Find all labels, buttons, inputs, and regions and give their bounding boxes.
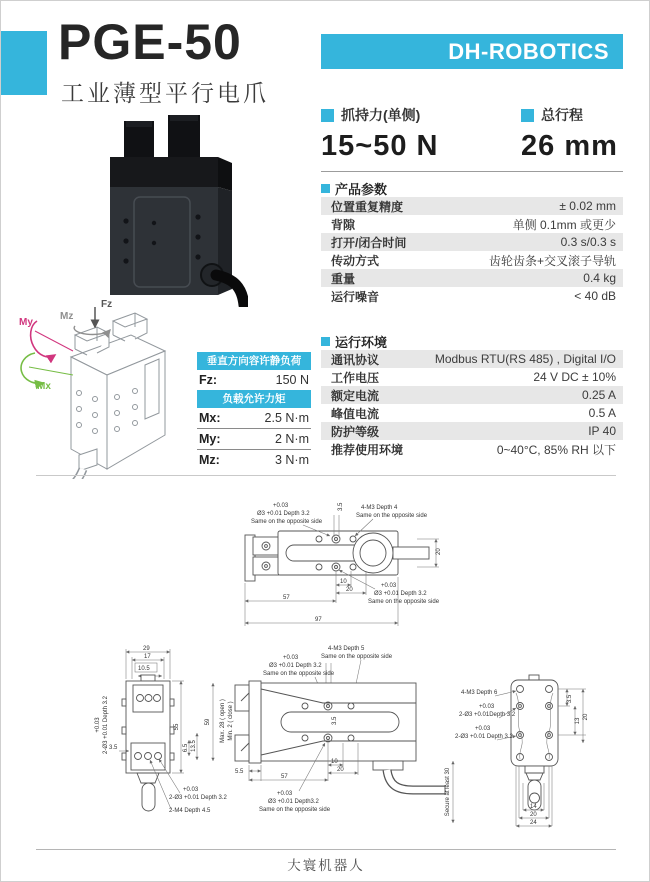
tolerance-note: +0.03 xyxy=(277,791,293,797)
dim-59: 59 xyxy=(205,718,211,726)
technical-drawings xyxy=(31,493,621,845)
dim-20: 20 xyxy=(346,587,353,593)
dim-20: 20 xyxy=(530,812,537,818)
row-label: 额定电流 xyxy=(331,388,380,403)
stroke-close-note: Min. 2 ( close ) xyxy=(228,701,234,741)
table-row xyxy=(321,422,623,440)
row-label: 运行噪音 xyxy=(331,289,380,304)
my-label: My xyxy=(19,317,33,328)
row-value: ± 0.02 mm xyxy=(559,199,616,213)
top-view-drawing xyxy=(245,502,442,626)
row-label: 打开/闭合时间 xyxy=(331,235,407,250)
row-value: 0.5 A xyxy=(588,406,616,420)
dim-5-5: 5.5 xyxy=(235,769,244,775)
row-value: 0.25 A xyxy=(581,388,616,402)
load-diagram xyxy=(13,293,195,479)
thread-note: 2-M4 Depth 4.5 xyxy=(169,808,211,814)
row-value: 24 V DC ± 10% xyxy=(533,370,616,384)
row-label: Fz: xyxy=(199,373,218,387)
dim-57: 57 xyxy=(283,595,290,601)
tolerance-note: 2-Ø3 +0.01 Depth 3.2 xyxy=(103,696,109,754)
row-value: IP 40 xyxy=(588,424,616,438)
load-ratings-table xyxy=(197,352,311,470)
table-row xyxy=(321,386,623,404)
tolerance-note: 2-Ø3 +0.01 Depth 3.2 xyxy=(169,795,227,801)
table-row xyxy=(197,450,311,470)
table-row xyxy=(321,269,623,287)
dim-24: 24 xyxy=(530,820,537,826)
brand-banner: DH-ROBOTICS xyxy=(321,34,623,69)
highlight-value: 26 mm xyxy=(521,130,618,162)
cyan-square-icon xyxy=(321,184,330,193)
secure-note: Secure at least 30 xyxy=(445,767,451,817)
tolerance-note: +0.03 xyxy=(479,704,495,710)
divider xyxy=(36,475,616,476)
dim-57: 57 xyxy=(281,774,288,780)
mz-label: Mz xyxy=(60,311,74,322)
dim-13-5: 13.5 xyxy=(191,740,197,752)
footer-divider xyxy=(36,849,616,850)
tolerance-note: Ø3 +0.01 Depth 3.2 xyxy=(374,591,427,597)
table-row xyxy=(321,251,623,269)
dim-97: 97 xyxy=(315,617,322,623)
row-value: 单侧 0.1mm 或更少 xyxy=(512,217,616,232)
row-label: 通讯协议 xyxy=(331,352,380,367)
tolerance-note: Ø3 +0.01 Depth 3.2 xyxy=(269,663,322,669)
dim-10-5: 10.5 xyxy=(138,666,150,672)
dim-3-5: 3.5 xyxy=(338,502,344,511)
tolerance-note: +0.03 xyxy=(183,787,199,793)
side-view-drawing xyxy=(95,646,228,814)
tolerance-note: +0.03 xyxy=(475,726,491,732)
accent-block xyxy=(1,31,47,95)
tolerance-note: Ø3 +0.01 Depth3.2 xyxy=(268,799,319,805)
cyan-square-icon xyxy=(321,109,334,122)
table-row xyxy=(321,287,623,305)
row-label: Mz: xyxy=(199,453,220,467)
dim-14: 14 xyxy=(530,804,537,810)
row-value: 0~40°C, 85% RH 以下 xyxy=(496,442,616,457)
section-product-params xyxy=(321,179,387,198)
dim-20: 20 xyxy=(583,713,589,721)
row-label: My: xyxy=(199,432,221,446)
dim-20: 20 xyxy=(436,548,442,555)
cyan-square-icon xyxy=(521,109,534,122)
dim-13: 13 xyxy=(575,717,581,725)
row-value: 3 N·m xyxy=(274,453,309,467)
row-label: 重量 xyxy=(331,271,356,286)
product-params-table xyxy=(321,197,623,305)
row-value: 齿轮齿条+交叉滚子导轨 xyxy=(488,253,616,268)
footer-company: 大寰机器人 xyxy=(287,858,365,873)
dim-17: 17 xyxy=(144,654,151,660)
row-value: 2 N·m xyxy=(274,432,309,446)
table-row xyxy=(321,350,623,368)
section-title: 运行环境 xyxy=(335,335,388,350)
highlight-value: 15~50 N xyxy=(321,130,439,162)
page-title: PGE-50 xyxy=(58,14,242,70)
table-row xyxy=(321,404,623,422)
tolerance-note: +0.03 xyxy=(95,717,101,733)
row-label: 防护等级 xyxy=(331,424,380,439)
section-title: 产品参数 xyxy=(335,182,388,197)
tolerance-note: +0.03 xyxy=(283,655,299,661)
note-opposite-side: Same on the opposite side xyxy=(368,599,440,605)
environment-table xyxy=(321,350,623,458)
section-environment xyxy=(321,332,387,351)
table-row xyxy=(197,370,311,390)
row-value: 150 N xyxy=(275,373,309,387)
row-label: 背隙 xyxy=(331,217,356,232)
tolerance-note: +0.03 xyxy=(273,503,289,509)
my-arrow xyxy=(31,321,73,357)
cyan-square-icon xyxy=(321,337,330,346)
row-label: 工作电压 xyxy=(331,370,380,385)
tolerance-note: 2-Ø3 +0.01Depth 3.2 xyxy=(459,712,516,718)
row-label: 推荐使用环境 xyxy=(331,442,404,457)
dim-10: 10 xyxy=(340,579,347,585)
note-opposite-side: Same on the opposite side xyxy=(356,513,428,519)
fz-label: Fz xyxy=(101,299,113,310)
back-view-drawing xyxy=(455,675,589,826)
row-value: 0.4 kg xyxy=(583,271,616,285)
highlight-label: 总行程 xyxy=(541,107,583,123)
dim-3-5: 3.5 xyxy=(332,716,338,725)
table-row xyxy=(197,429,311,450)
note-opposite-side: Same on the opposite side xyxy=(259,807,331,813)
dim-6-5: 6.5 xyxy=(183,743,189,753)
table-row xyxy=(321,368,623,386)
row-label: 传动方式 xyxy=(331,253,380,268)
tolerance-note: Ø3 +0.01 Depth 3.2 xyxy=(257,511,310,517)
row-label: Mx: xyxy=(199,411,221,425)
note-opposite-side: Same on the opposite side xyxy=(263,671,335,677)
table-row xyxy=(197,408,311,429)
thread-note: 4-M3 Depth 4 xyxy=(361,505,398,511)
highlight-stroke xyxy=(521,105,641,163)
dim-20: 20 xyxy=(337,767,344,773)
table-row xyxy=(321,197,623,215)
static-load-header: 垂直方向容许静负荷 xyxy=(197,352,311,370)
row-label: 峰值电流 xyxy=(331,406,380,421)
front-view-drawing xyxy=(205,646,453,823)
row-value: Modbus RTU(RS 485) , Digital I/O xyxy=(434,352,616,366)
dim-55: 55 xyxy=(174,723,180,731)
dim-3-5: 3.5 xyxy=(567,694,573,704)
mx-label: Mx xyxy=(37,381,51,392)
stroke-open-note: Max. 28 ( open ) xyxy=(220,699,226,743)
gripper-photo xyxy=(110,115,244,305)
dim-29: 29 xyxy=(143,646,150,652)
row-value: 0.3 s/0.3 s xyxy=(560,235,616,249)
product-photo xyxy=(96,111,248,307)
dim-3-5: 3.5 xyxy=(109,745,118,751)
row-label: 位置重复精度 xyxy=(331,199,404,214)
table-row xyxy=(321,440,623,458)
table-row xyxy=(321,215,623,233)
moment-header: 负载允许力矩 xyxy=(197,390,311,408)
thread-note: 4-M3 Depth 6 xyxy=(461,690,498,696)
note-opposite-side: Same on the opposite side xyxy=(321,654,393,660)
tolerance-note: 2-Ø3 +0.01 Depth 3.2 xyxy=(455,734,513,740)
divider xyxy=(321,171,623,172)
highlight-label: 抓持力(单侧) xyxy=(341,107,421,123)
highlight-grip-force xyxy=(321,105,511,163)
table-row xyxy=(321,233,623,251)
row-value: < 40 dB xyxy=(574,289,616,303)
row-value: 2.5 N·m xyxy=(264,411,309,425)
note-opposite-side: Same on the opposite side xyxy=(251,519,323,525)
tolerance-note: +0.03 xyxy=(381,583,397,589)
thread-note: 4-M3 Depth 5 xyxy=(328,646,365,652)
dim-10: 10 xyxy=(331,759,338,765)
page-subtitle: 工业薄型平行电爪 xyxy=(61,80,269,106)
